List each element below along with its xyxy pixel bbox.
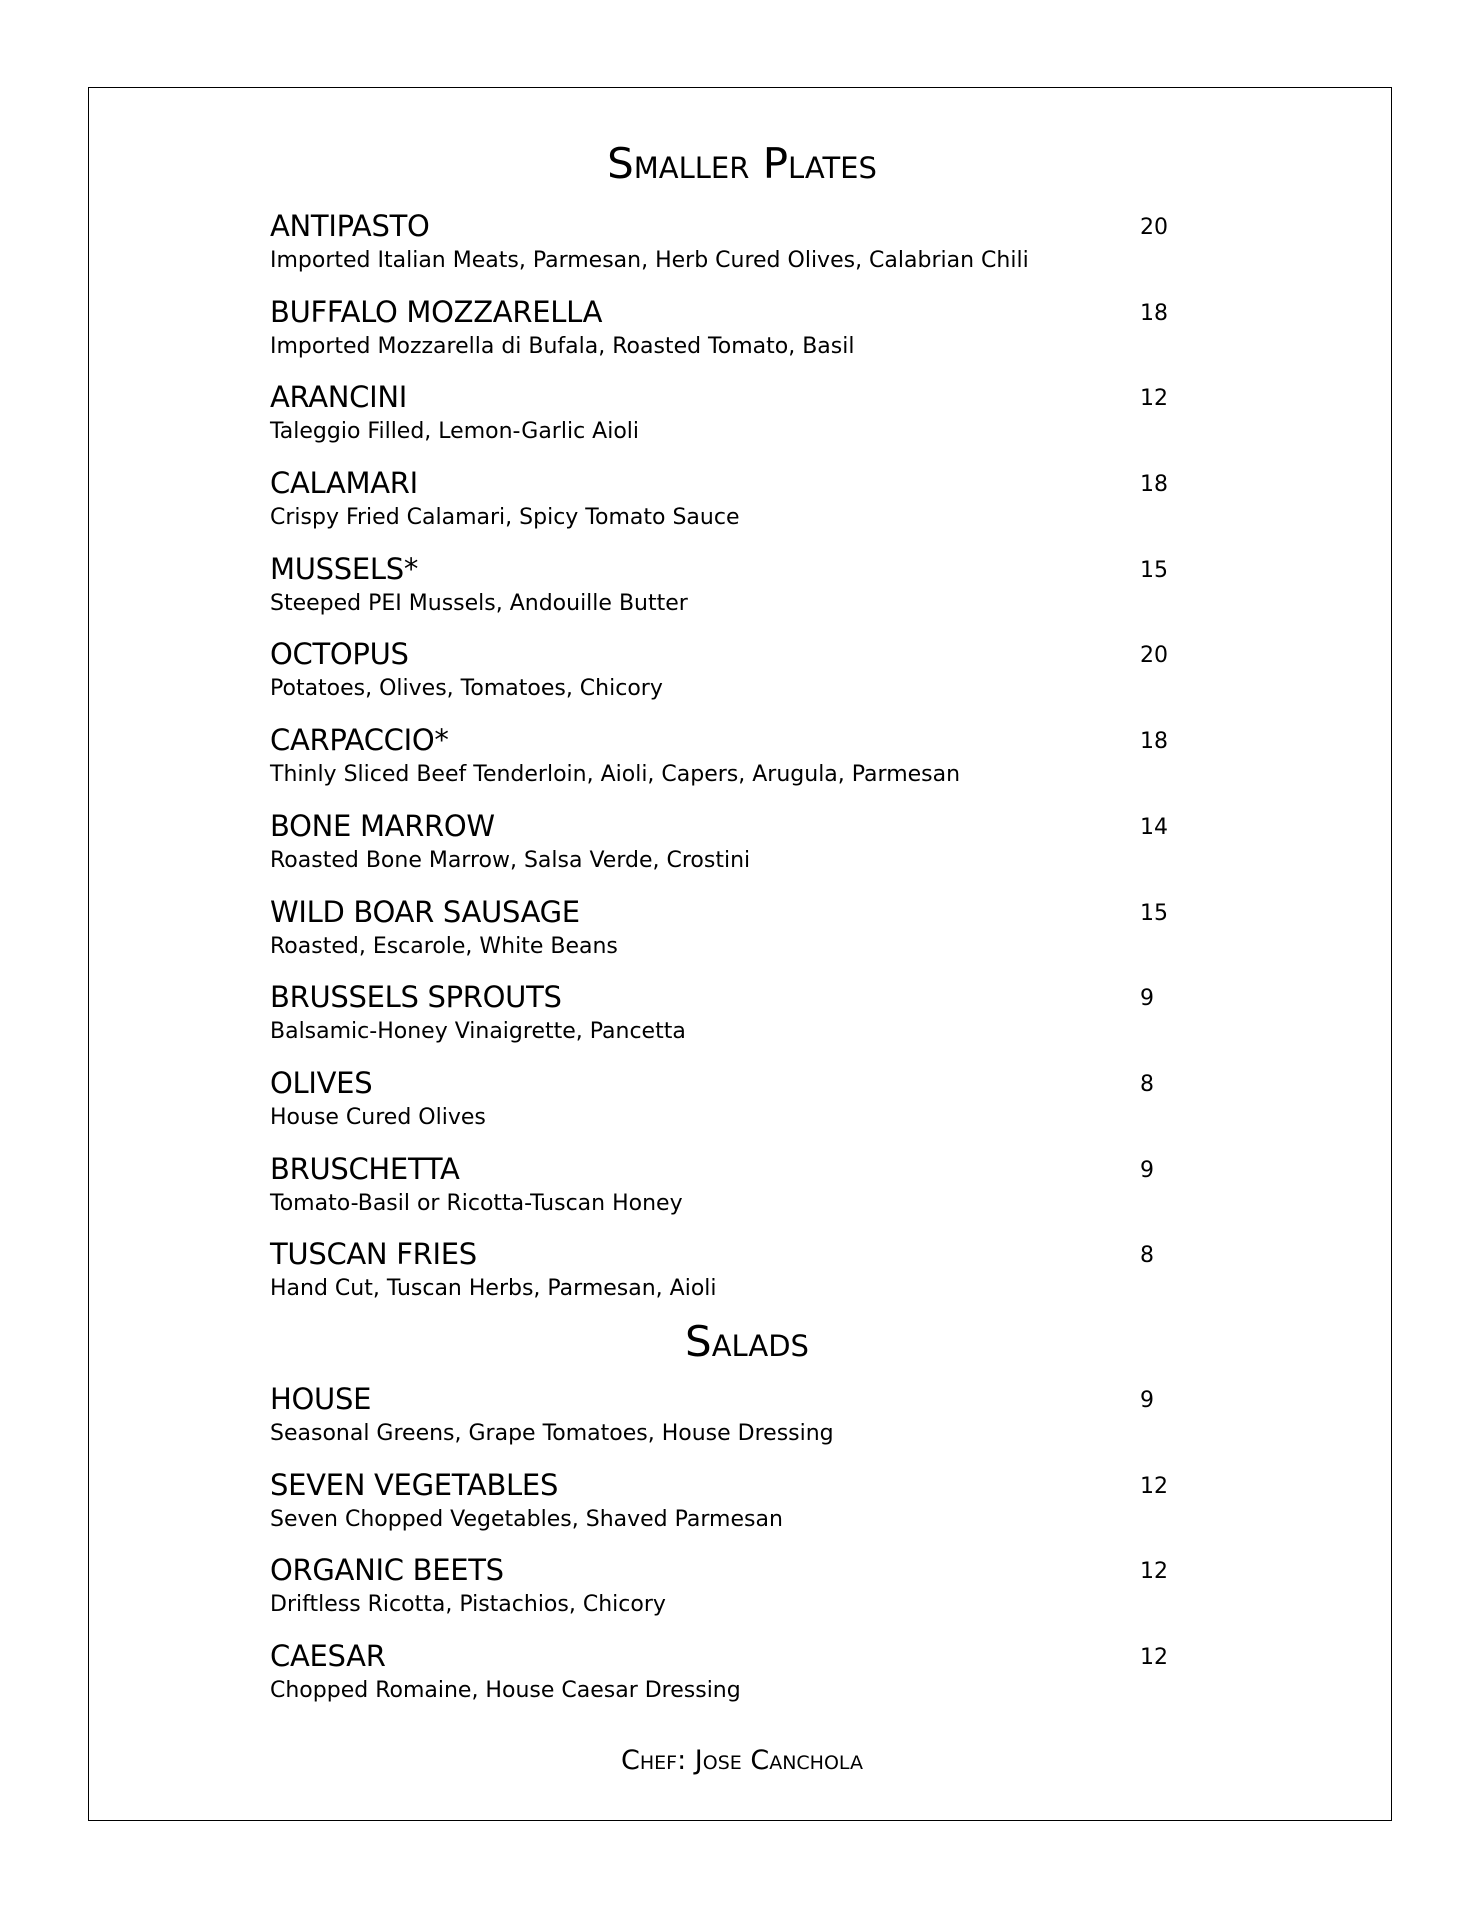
menu-item [270, 1062, 1180, 1148]
menu-item [270, 633, 1180, 719]
menu-item-description: Roasted, Escarole, White Beans [270, 933, 618, 959]
section-title-salads-wrap [0, 1318, 1484, 1366]
menu-item [270, 976, 1180, 1062]
menu-item-name: BUFFALO MOZZARELLA [270, 294, 603, 329]
menu-item [270, 1549, 1180, 1635]
menu-item [270, 1233, 1180, 1319]
menu-item-description: Crispy Fried Calamari, Spicy Tomato Sauce [270, 505, 740, 531]
menu-item-price: 9 [1140, 1157, 1154, 1183]
menu-item-price: 12 [1140, 1473, 1168, 1499]
menu-item-price: 18 [1140, 729, 1168, 755]
menu-item-price: 8 [1140, 1071, 1154, 1097]
menu-item-price: 15 [1140, 900, 1168, 926]
menu-item-description: House Cured Olives [270, 1104, 486, 1130]
menu-item-price: 15 [1140, 557, 1168, 583]
menu-item-name: OLIVES [270, 1065, 373, 1100]
menu-item [270, 1635, 1180, 1721]
menu-item-name: BRUSSELS SPROUTS [270, 980, 562, 1015]
menu-item [270, 1148, 1180, 1234]
section-title-salads: Salads [685, 1317, 809, 1366]
section-title-smaller-plates: Smaller Plates [607, 139, 877, 188]
menu-item-name: CAESAR [270, 1639, 386, 1674]
menu-item-name: HOUSE [270, 1382, 372, 1416]
salads-list [270, 1378, 1180, 1721]
menu-item-description: Tomato-Basil or Ricotta-Tuscan Honey [270, 1190, 683, 1216]
menu-item [270, 1464, 1180, 1550]
menu-item [270, 462, 1180, 548]
menu-item-price: 9 [1140, 986, 1154, 1012]
menu-item-description: Potatoes, Olives, Tomatoes, Chicory [270, 676, 663, 702]
menu-item-description: Roasted Bone Marrow, Salsa Verde, Crostini [270, 847, 751, 873]
menu-item-description: Hand Cut, Tuscan Herbs, Parmesan, Aioli [270, 1276, 717, 1302]
menu-item [270, 891, 1180, 977]
chef-credit: Chef: Jose Canchola [621, 1745, 863, 1776]
menu-item-description: Steeped PEI Mussels, Andouille Butter [270, 590, 688, 616]
menu-item-price: 12 [1140, 386, 1168, 412]
menu-item-name: BRUSCHETTA [270, 1151, 460, 1186]
menu-item-description: Seven Chopped Vegetables, Shaved Parmesan [270, 1506, 783, 1532]
menu-item-price: 20 [1140, 215, 1168, 240]
menu-item-name: OCTOPUS [270, 637, 409, 672]
menu-item-name: ARANCINI [270, 380, 407, 415]
menu-item-name: BONE MARROW [270, 808, 495, 843]
menu-item-price: 14 [1140, 814, 1168, 840]
menu-item [270, 805, 1180, 891]
menu-item-name: CARPACCIO* [270, 723, 449, 758]
menu-item [270, 376, 1180, 462]
smaller-plates-list [270, 205, 1180, 1319]
menu-item-price: 12 [1140, 1645, 1168, 1671]
menu-item [270, 291, 1180, 377]
menu-item-description: Balsamic-Honey Vinaigrette, Pancetta [270, 1019, 686, 1045]
menu-item [270, 548, 1180, 634]
menu-item-description: Driftless Ricotta, Pistachios, Chicory [270, 1592, 666, 1618]
menu-item-name: SEVEN VEGETABLES [270, 1467, 559, 1502]
menu-item-name: MUSSELS* [270, 551, 419, 586]
menu-item-name: ORGANIC BEETS [270, 1553, 504, 1588]
menu-item-name: TUSCAN FRIES [270, 1237, 477, 1272]
menu-item-description: Imported Mozzarella di Bufala, Roasted Tomato, Basil [270, 333, 855, 359]
menu-item-price: 12 [1140, 1559, 1168, 1585]
menu-item-price: 20 [1140, 643, 1168, 669]
menu-item-description: Thinly Sliced Beef Tenderloin, Aioli, Capers, Arugula, Parmesan [270, 762, 961, 788]
menu-item-name: WILD BOAR SAUSAGE [270, 894, 580, 929]
menu-item [270, 719, 1180, 805]
menu-item-name: ANTIPASTO [270, 209, 430, 243]
menu-item [270, 1378, 1180, 1464]
menu-item-description: Chopped Romaine, House Caesar Dressing [270, 1678, 741, 1704]
menu-item-description: Taleggio Filled, Lemon-Garlic Aioli [270, 419, 640, 445]
menu-item-price: 9 [1140, 1388, 1154, 1413]
menu-item-name: CALAMARI [270, 466, 418, 501]
menu-item-price: 18 [1140, 300, 1168, 326]
menu-item-price: 8 [1140, 1243, 1154, 1269]
menu-item-description: Imported Italian Meats, Parmesan, Herb Cured Olives, Calabrian Chili [270, 248, 1029, 273]
menu-item [270, 205, 1180, 291]
menu-item-description: Seasonal Greens, Grape Tomatoes, House Dressing [270, 1421, 834, 1446]
menu-item-price: 18 [1140, 472, 1168, 498]
